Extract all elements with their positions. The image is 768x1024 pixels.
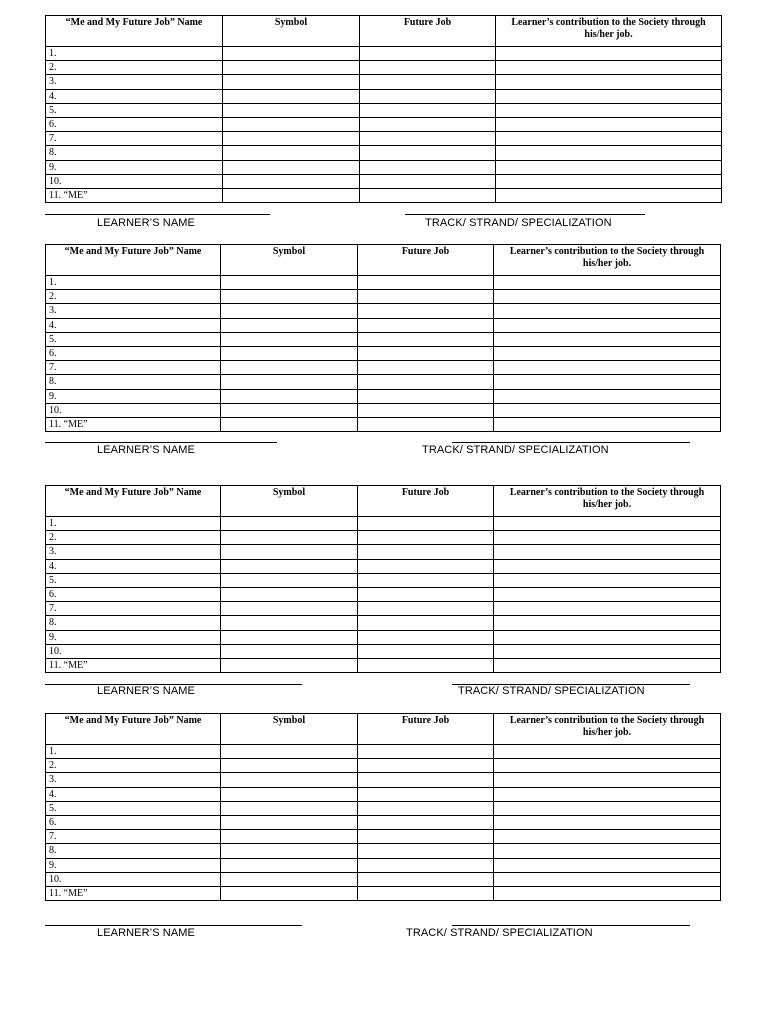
symbol-cell[interactable] [223, 117, 360, 131]
contribution-cell[interactable] [494, 403, 721, 417]
contribution-cell[interactable] [494, 658, 721, 672]
table-row [46, 146, 722, 160]
contribution-cell[interactable] [494, 844, 721, 858]
contribution-cell[interactable] [494, 517, 721, 531]
future-job-cell[interactable] [360, 61, 496, 75]
row-number: 11. “ME” [46, 658, 221, 672]
future-job-cell[interactable] [358, 815, 494, 829]
future-job-cell[interactable] [360, 146, 496, 160]
future-job-cell[interactable] [358, 517, 494, 531]
row-number: 2. [46, 290, 221, 304]
future-job-cell[interactable] [358, 417, 494, 431]
header-symbol: Symbol [221, 714, 358, 745]
table-row [46, 517, 721, 531]
header-future-job: Future Job [358, 486, 494, 517]
contribution-cell[interactable] [496, 103, 722, 117]
symbol-cell[interactable] [221, 276, 358, 290]
future-job-cell[interactable] [358, 745, 494, 759]
contribution-cell[interactable] [494, 361, 721, 375]
symbol-cell[interactable] [221, 375, 358, 389]
future-job-cell[interactable] [360, 103, 496, 117]
symbol-cell[interactable] [223, 188, 360, 202]
learner-name-label: LEARNER’S NAME [97, 685, 195, 697]
table-row [46, 844, 721, 858]
table-row [46, 361, 721, 375]
contribution-cell[interactable] [494, 290, 721, 304]
header-future-job: Future Job [358, 714, 494, 745]
contribution-cell[interactable] [496, 132, 722, 146]
row-number: 3. [46, 773, 221, 787]
symbol-cell[interactable] [221, 559, 358, 573]
table-row [46, 616, 721, 630]
contribution-cell[interactable] [494, 759, 721, 773]
contribution-cell[interactable] [494, 545, 721, 559]
contribution-cell[interactable] [494, 886, 721, 900]
row-number: 3. [46, 545, 221, 559]
symbol-cell[interactable] [223, 61, 360, 75]
table-row [46, 417, 721, 431]
future-job-cell[interactable] [358, 318, 494, 332]
contribution-cell[interactable] [494, 872, 721, 886]
row-number: 5. [46, 332, 221, 346]
symbol-cell[interactable] [223, 132, 360, 146]
future-job-cell[interactable] [358, 787, 494, 801]
table-row [46, 346, 721, 360]
row-number: 9. [46, 389, 221, 403]
symbol-cell[interactable] [221, 773, 358, 787]
table-row [46, 602, 721, 616]
future-job-cell[interactable] [358, 304, 494, 318]
symbol-cell[interactable] [221, 602, 358, 616]
future-job-cell[interactable] [360, 132, 496, 146]
header-contribution: Learner’s contribution to the Society through his/her job. [494, 714, 721, 745]
table-row [46, 188, 722, 202]
contribution-cell[interactable] [496, 117, 722, 131]
header-name: “Me and My Future Job” Name [46, 16, 223, 47]
contribution-cell[interactable] [494, 830, 721, 844]
symbol-cell[interactable] [221, 318, 358, 332]
future-job-cell[interactable] [360, 160, 496, 174]
contribution-cell[interactable] [494, 304, 721, 318]
row-number: 5. [46, 103, 223, 117]
row-number: 10. [46, 403, 221, 417]
table-row [46, 630, 721, 644]
contribution-cell[interactable] [494, 276, 721, 290]
future-job-cell[interactable] [358, 858, 494, 872]
symbol-cell[interactable] [221, 844, 358, 858]
row-number: 7. [46, 602, 221, 616]
table-row [46, 545, 721, 559]
table-row [46, 886, 721, 900]
future-job-cell[interactable] [358, 403, 494, 417]
symbol-cell[interactable] [221, 787, 358, 801]
row-number: 6. [46, 815, 221, 829]
row-number: 2. [46, 61, 223, 75]
track-label: TRACK/ STRAND/ SPECIALIZATION [458, 685, 645, 697]
symbol-cell[interactable] [221, 858, 358, 872]
contribution-cell[interactable] [494, 318, 721, 332]
header-symbol: Symbol [221, 245, 358, 276]
future-job-cell[interactable] [360, 188, 496, 202]
symbol-cell[interactable] [221, 389, 358, 403]
row-number: 2. [46, 759, 221, 773]
row-number: 6. [46, 587, 221, 601]
table-row [46, 658, 721, 672]
table-row [46, 858, 721, 872]
row-number: 1. [46, 745, 221, 759]
table-row [46, 787, 721, 801]
contribution-cell[interactable] [494, 801, 721, 815]
symbol-cell[interactable] [221, 759, 358, 773]
header-contribution: Learner’s contribution to the Society through his/her job. [494, 245, 721, 276]
learner-name-line[interactable] [45, 214, 270, 215]
row-number: 4. [46, 787, 221, 801]
contribution-cell[interactable] [494, 559, 721, 573]
row-number: 11. “ME” [46, 417, 221, 431]
header-symbol: Symbol [221, 486, 358, 517]
row-number: 8. [46, 146, 223, 160]
contribution-cell[interactable] [494, 587, 721, 601]
symbol-cell[interactable] [221, 361, 358, 375]
future-job-cell[interactable] [360, 75, 496, 89]
table-row [46, 815, 721, 829]
header-future-job: Future Job [358, 245, 494, 276]
header-contribution: Learner’s contribution to the Society through his/her job. [494, 486, 721, 517]
contribution-cell[interactable] [496, 146, 722, 160]
future-job-cell[interactable] [358, 602, 494, 616]
learner-name-line[interactable] [45, 442, 277, 443]
table-row [46, 644, 721, 658]
symbol-cell[interactable] [221, 531, 358, 545]
symbol-cell[interactable] [223, 75, 360, 89]
symbol-cell[interactable] [221, 616, 358, 630]
future-job-cell[interactable] [358, 644, 494, 658]
table-row [46, 160, 722, 174]
contribution-cell[interactable] [494, 417, 721, 431]
learner-name-label: LEARNER’S NAME [97, 927, 195, 939]
contribution-cell[interactable] [494, 644, 721, 658]
table-row [46, 830, 721, 844]
contribution-cell[interactable] [494, 602, 721, 616]
table-row [46, 75, 722, 89]
row-number: 8. [46, 375, 221, 389]
table-row [46, 389, 721, 403]
learner-name-line[interactable] [45, 925, 302, 926]
track-label: TRACK/ STRAND/ SPECIALIZATION [406, 927, 593, 939]
future-job-cell[interactable] [358, 587, 494, 601]
row-number: 9. [46, 160, 223, 174]
track-label: TRACK/ STRAND/ SPECIALIZATION [425, 217, 612, 229]
symbol-cell[interactable] [221, 630, 358, 644]
row-number: 8. [46, 844, 221, 858]
table-row [46, 332, 721, 346]
table-row [46, 276, 721, 290]
future-job-cell[interactable] [358, 844, 494, 858]
track-line[interactable] [452, 925, 690, 926]
future-job-cell[interactable] [358, 886, 494, 900]
row-number: 10. [46, 174, 223, 188]
symbol-cell[interactable] [221, 830, 358, 844]
contribution-cell[interactable] [496, 47, 722, 61]
table-row [46, 174, 722, 188]
future-job-cell[interactable] [360, 47, 496, 61]
contribution-cell[interactable] [494, 531, 721, 545]
row-number: 1. [46, 47, 223, 61]
table-row [46, 103, 722, 117]
future-job-table-1 [45, 15, 722, 203]
table-header-row [46, 486, 721, 517]
future-job-cell[interactable] [358, 276, 494, 290]
contribution-cell[interactable] [494, 773, 721, 787]
symbol-cell[interactable] [223, 146, 360, 160]
row-number: 3. [46, 75, 223, 89]
table-row [46, 318, 721, 332]
symbol-cell[interactable] [221, 304, 358, 318]
table-row [46, 132, 722, 146]
table-row [46, 759, 721, 773]
symbol-cell[interactable] [221, 403, 358, 417]
symbol-cell[interactable] [221, 545, 358, 559]
future-job-cell[interactable] [358, 361, 494, 375]
table-row [46, 745, 721, 759]
future-job-cell[interactable] [358, 375, 494, 389]
table-header-row [46, 714, 721, 745]
contribution-cell[interactable] [494, 616, 721, 630]
future-job-cell[interactable] [358, 830, 494, 844]
symbol-cell[interactable] [223, 160, 360, 174]
contribution-cell[interactable] [494, 332, 721, 346]
row-number: 4. [46, 559, 221, 573]
symbol-cell[interactable] [221, 332, 358, 346]
header-contribution: Learner’s contribution to the Society through his/her job. [496, 16, 722, 47]
row-number: 2. [46, 531, 221, 545]
row-number: 5. [46, 801, 221, 815]
row-number: 10. [46, 644, 221, 658]
symbol-cell[interactable] [223, 103, 360, 117]
future-job-cell[interactable] [358, 545, 494, 559]
future-job-cell[interactable] [358, 389, 494, 403]
table-row [46, 573, 721, 587]
table-header-row [46, 245, 721, 276]
symbol-cell[interactable] [221, 801, 358, 815]
track-line[interactable] [452, 442, 690, 443]
row-number: 4. [46, 318, 221, 332]
future-job-cell[interactable] [358, 658, 494, 672]
symbol-cell[interactable] [221, 417, 358, 431]
future-job-table-4 [45, 713, 721, 901]
future-job-cell[interactable] [358, 559, 494, 573]
symbol-cell[interactable] [221, 886, 358, 900]
contribution-cell[interactable] [494, 573, 721, 587]
future-job-cell[interactable] [360, 174, 496, 188]
table-row [46, 801, 721, 815]
contribution-cell[interactable] [496, 188, 722, 202]
row-number: 7. [46, 132, 223, 146]
header-name: “Me and My Future Job” Name [46, 714, 221, 745]
future-job-cell[interactable] [358, 872, 494, 886]
contribution-cell[interactable] [496, 174, 722, 188]
symbol-cell[interactable] [221, 517, 358, 531]
contribution-cell[interactable] [494, 858, 721, 872]
learner-name-label: LEARNER’S NAME [97, 444, 195, 456]
track-line[interactable] [405, 214, 645, 215]
row-number: 10. [46, 872, 221, 886]
future-job-cell[interactable] [358, 573, 494, 587]
row-number: 5. [46, 573, 221, 587]
contribution-cell[interactable] [494, 787, 721, 801]
table-row [46, 559, 721, 573]
table-row [46, 304, 721, 318]
future-job-cell[interactable] [358, 616, 494, 630]
future-job-cell[interactable] [358, 759, 494, 773]
table-row [46, 117, 722, 131]
symbol-cell[interactable] [221, 587, 358, 601]
row-number: 11. “ME” [46, 886, 221, 900]
table-row [46, 531, 721, 545]
contribution-cell[interactable] [496, 160, 722, 174]
contribution-cell[interactable] [496, 89, 722, 103]
table-row [46, 403, 721, 417]
contribution-cell[interactable] [496, 75, 722, 89]
future-job-cell[interactable] [358, 801, 494, 815]
contribution-cell[interactable] [494, 346, 721, 360]
future-job-cell[interactable] [358, 531, 494, 545]
symbol-cell[interactable] [221, 872, 358, 886]
row-number: 7. [46, 361, 221, 375]
row-number: 9. [46, 858, 221, 872]
future-job-table-2 [45, 244, 721, 432]
contribution-cell[interactable] [494, 815, 721, 829]
symbol-cell[interactable] [221, 658, 358, 672]
table-row [46, 375, 721, 389]
symbol-cell[interactable] [221, 644, 358, 658]
row-number: 9. [46, 630, 221, 644]
future-job-cell[interactable] [360, 117, 496, 131]
contribution-cell[interactable] [494, 630, 721, 644]
row-number: 6. [46, 346, 221, 360]
future-job-cell[interactable] [358, 290, 494, 304]
symbol-cell[interactable] [221, 573, 358, 587]
table-row [46, 47, 722, 61]
table-header-row [46, 16, 722, 47]
symbol-cell[interactable] [223, 47, 360, 61]
contribution-cell[interactable] [494, 389, 721, 403]
future-job-table-3 [45, 485, 721, 673]
future-job-cell[interactable] [358, 346, 494, 360]
header-future-job: Future Job [360, 16, 496, 47]
future-job-cell[interactable] [358, 773, 494, 787]
header-name: “Me and My Future Job” Name [46, 486, 221, 517]
track-label: TRACK/ STRAND/ SPECIALIZATION [422, 444, 609, 456]
future-job-cell[interactable] [358, 630, 494, 644]
symbol-cell[interactable] [223, 174, 360, 188]
contribution-cell[interactable] [494, 745, 721, 759]
symbol-cell[interactable] [221, 346, 358, 360]
table-row [46, 290, 721, 304]
table-row [46, 587, 721, 601]
table-row [46, 773, 721, 787]
row-number: 3. [46, 304, 221, 318]
header-name: “Me and My Future Job” Name [46, 245, 221, 276]
future-job-cell[interactable] [358, 332, 494, 346]
row-number: 6. [46, 117, 223, 131]
contribution-cell[interactable] [494, 375, 721, 389]
symbol-cell[interactable] [221, 745, 358, 759]
future-job-cell[interactable] [360, 89, 496, 103]
symbol-cell[interactable] [221, 815, 358, 829]
symbol-cell[interactable] [221, 290, 358, 304]
row-number: 1. [46, 517, 221, 531]
table-row [46, 61, 722, 75]
contribution-cell[interactable] [496, 61, 722, 75]
row-number: 7. [46, 830, 221, 844]
row-number: 4. [46, 89, 223, 103]
header-symbol: Symbol [223, 16, 360, 47]
symbol-cell[interactable] [223, 89, 360, 103]
row-number: 11. “ME” [46, 188, 223, 202]
row-number: 8. [46, 616, 221, 630]
learner-name-label: LEARNER’S NAME [97, 217, 195, 229]
table-row [46, 89, 722, 103]
row-number: 1. [46, 276, 221, 290]
table-row [46, 872, 721, 886]
